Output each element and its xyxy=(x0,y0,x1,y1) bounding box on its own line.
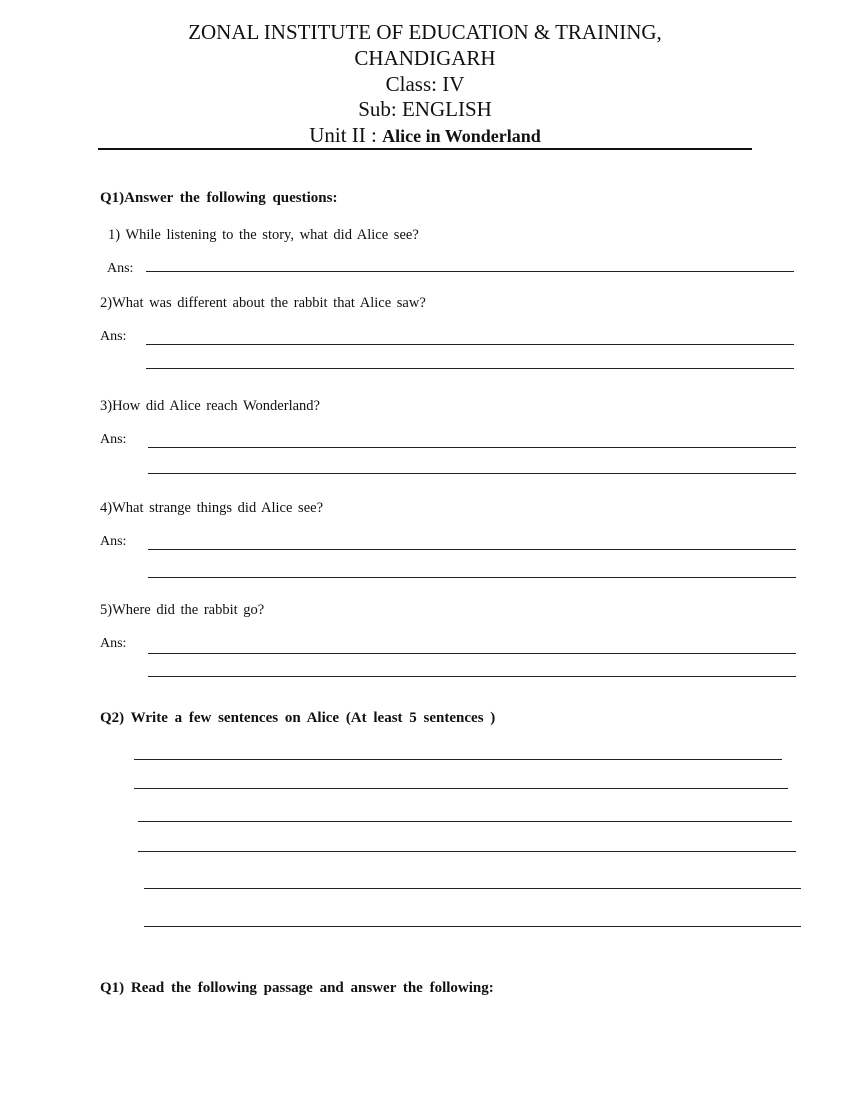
q1-heading: Q1)Answer the following questions: xyxy=(100,190,338,206)
writing-line[interactable] xyxy=(138,821,792,822)
institute-city: CHANDIGARH xyxy=(354,46,496,70)
answer-label-1: Ans: xyxy=(107,261,134,276)
question-2: 2)What was different about the rabbit that Alice saw? xyxy=(100,295,426,311)
answer-line[interactable] xyxy=(146,368,794,369)
writing-line[interactable] xyxy=(138,851,796,852)
institute-name: ZONAL INSTITUTE OF EDUCATION & TRAINING, xyxy=(188,20,662,44)
writing-line[interactable] xyxy=(144,888,801,889)
answer-line[interactable] xyxy=(148,676,796,677)
answer-label-4: Ans: xyxy=(100,534,127,549)
unit-prefix: Unit II : xyxy=(309,123,383,147)
passage-heading: Q1) Read the following passage and answer the following: xyxy=(100,980,494,996)
subject-label: Sub: ENGLISH xyxy=(358,97,492,121)
question-1: 1) While listening to the story, what did Alice see? xyxy=(108,227,419,243)
answer-line[interactable] xyxy=(148,549,796,550)
header-divider xyxy=(98,148,752,150)
answer-line[interactable] xyxy=(148,577,796,578)
answer-line[interactable] xyxy=(148,653,796,654)
writing-line[interactable] xyxy=(134,788,788,789)
writing-line[interactable] xyxy=(144,926,801,927)
class-label: Class: IV xyxy=(385,72,465,96)
question-5: 5)Where did the rabbit go? xyxy=(100,602,265,618)
answer-label-2: Ans: xyxy=(100,329,127,344)
answer-label-3: Ans: xyxy=(100,432,127,447)
answer-line[interactable] xyxy=(148,447,796,448)
answer-line[interactable] xyxy=(146,271,794,272)
question-4: 4)What strange things did Alice see? xyxy=(100,500,324,516)
q2-heading: Q2) Write a few sentences on Alice (At least 5 sentences ) xyxy=(100,710,496,726)
answer-line[interactable] xyxy=(146,344,794,345)
answer-line[interactable] xyxy=(148,473,796,474)
question-3: 3)How did Alice reach Wonderland? xyxy=(100,398,320,414)
answer-label-5: Ans: xyxy=(100,636,127,651)
unit-heading xyxy=(0,123,850,149)
unit-title: Alice in Wonderland xyxy=(382,126,541,146)
writing-line[interactable] xyxy=(134,759,782,760)
